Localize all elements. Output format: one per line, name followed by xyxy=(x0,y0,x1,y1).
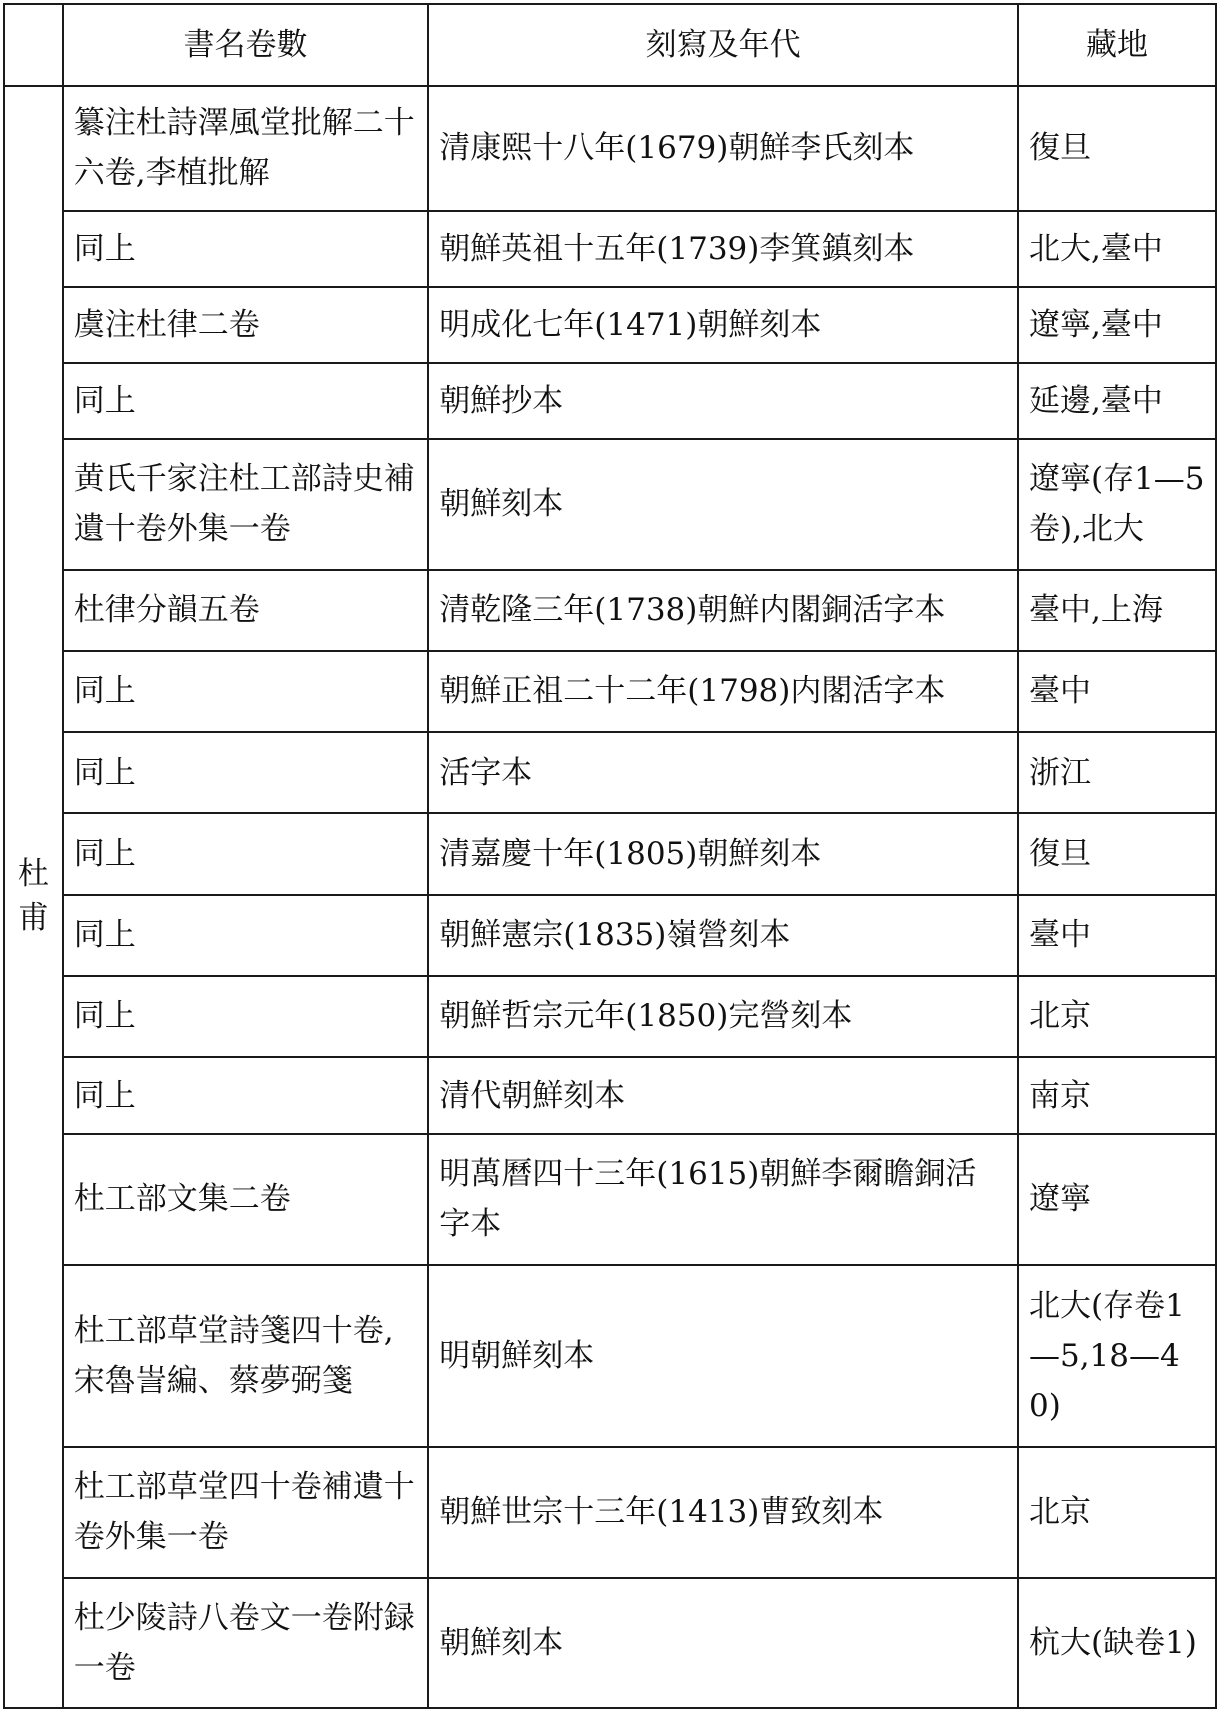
table-row xyxy=(4,1265,1216,1448)
edition-cell: 朝鮮抄本 xyxy=(428,363,1018,439)
book-title-cell: 杜工部草堂詩箋四十卷,宋魯訔編、蔡夢弼箋 xyxy=(63,1265,429,1448)
location-cell: 臺中 xyxy=(1018,895,1216,976)
table-row xyxy=(4,570,1216,651)
header-author xyxy=(4,4,63,86)
book-title-cell: 杜工部草堂四十卷補遺十卷外集一卷 xyxy=(63,1447,429,1577)
location-cell: 北京 xyxy=(1018,1447,1216,1577)
edition-cell: 清代朝鮮刻本 xyxy=(428,1057,1018,1134)
author-name: 杜甫 xyxy=(17,855,49,936)
book-edition-table xyxy=(3,3,1217,1709)
table-row xyxy=(4,732,1216,813)
table-row xyxy=(4,439,1216,569)
table-row xyxy=(4,976,1216,1057)
edition-cell: 清乾隆三年(1738)朝鮮内閣銅活字本 xyxy=(428,570,1018,651)
edition-cell: 朝鮮正祖二十二年(1798)内閣活字本 xyxy=(428,651,1018,732)
book-title-cell: 杜律分韻五卷 xyxy=(63,570,429,651)
table-row xyxy=(4,1447,1216,1577)
location-cell: 北大(存卷1—5,18—40) xyxy=(1018,1265,1216,1448)
location-cell: 南京 xyxy=(1018,1057,1216,1134)
location-cell: 北大,臺中 xyxy=(1018,211,1216,287)
edition-cell: 清嘉慶十年(1805)朝鮮刻本 xyxy=(428,813,1018,894)
table-row xyxy=(4,86,1216,210)
book-title-cell: 杜工部文集二卷 xyxy=(63,1134,429,1264)
location-cell: 延邊,臺中 xyxy=(1018,363,1216,439)
book-title-cell: 同上 xyxy=(63,1057,429,1134)
book-title-cell: 同上 xyxy=(63,732,429,813)
edition-cell: 朝鮮刻本 xyxy=(428,439,1018,569)
table-row xyxy=(4,1134,1216,1264)
table-row xyxy=(4,1057,1216,1134)
header-title: 書名卷數 xyxy=(63,4,429,86)
edition-cell: 朝鮮世宗十三年(1413)曹致刻本 xyxy=(428,1447,1018,1577)
book-title-cell: 虞注杜律二卷 xyxy=(63,287,429,363)
location-cell: 遼寧 xyxy=(1018,1134,1216,1264)
location-cell: 臺中 xyxy=(1018,651,1216,732)
book-title-cell: 同上 xyxy=(63,976,429,1057)
book-title-cell: 同上 xyxy=(63,211,429,287)
location-cell: 遼寧,臺中 xyxy=(1018,287,1216,363)
location-cell: 浙江 xyxy=(1018,732,1216,813)
edition-cell: 明成化七年(1471)朝鮮刻本 xyxy=(428,287,1018,363)
table-row xyxy=(4,895,1216,976)
book-title-cell: 黄氏千家注杜工部詩史補遺十卷外集一卷 xyxy=(63,439,429,569)
table-row xyxy=(4,813,1216,894)
location-cell: 臺中,上海 xyxy=(1018,570,1216,651)
table-row xyxy=(4,211,1216,287)
author-cell xyxy=(4,86,63,1708)
table-row xyxy=(4,1578,1216,1708)
location-cell: 復旦 xyxy=(1018,86,1216,210)
edition-cell: 活字本 xyxy=(428,732,1018,813)
location-cell: 遼寧(存1—5卷),北大 xyxy=(1018,439,1216,569)
edition-cell: 清康熙十八年(1679)朝鮮李氏刻本 xyxy=(428,86,1018,210)
edition-cell: 朝鮮刻本 xyxy=(428,1578,1018,1708)
table-row xyxy=(4,287,1216,363)
table-row xyxy=(4,651,1216,732)
header-row xyxy=(4,4,1216,86)
edition-cell: 朝鮮憲宗(1835)嶺營刻本 xyxy=(428,895,1018,976)
location-cell: 杭大(缺卷1) xyxy=(1018,1578,1216,1708)
book-title-cell: 同上 xyxy=(63,363,429,439)
book-title-cell: 杜少陵詩八卷文一卷附録一卷 xyxy=(63,1578,429,1708)
edition-cell: 朝鮮哲宗元年(1850)完營刻本 xyxy=(428,976,1018,1057)
book-title-cell: 同上 xyxy=(63,895,429,976)
location-cell: 復旦 xyxy=(1018,813,1216,894)
book-title-cell: 同上 xyxy=(63,651,429,732)
header-location: 藏地 xyxy=(1018,4,1216,86)
book-title-cell: 纂注杜詩澤風堂批解二十六卷,李植批解 xyxy=(63,86,429,210)
header-edition: 刻寫及年代 xyxy=(428,4,1018,86)
edition-cell: 朝鮮英祖十五年(1739)李箕鎮刻本 xyxy=(428,211,1018,287)
location-cell: 北京 xyxy=(1018,976,1216,1057)
edition-cell: 明朝鮮刻本 xyxy=(428,1265,1018,1448)
table-row xyxy=(4,363,1216,439)
edition-cell: 明萬曆四十三年(1615)朝鮮李爾瞻銅活字本 xyxy=(428,1134,1018,1264)
book-title-cell: 同上 xyxy=(63,813,429,894)
